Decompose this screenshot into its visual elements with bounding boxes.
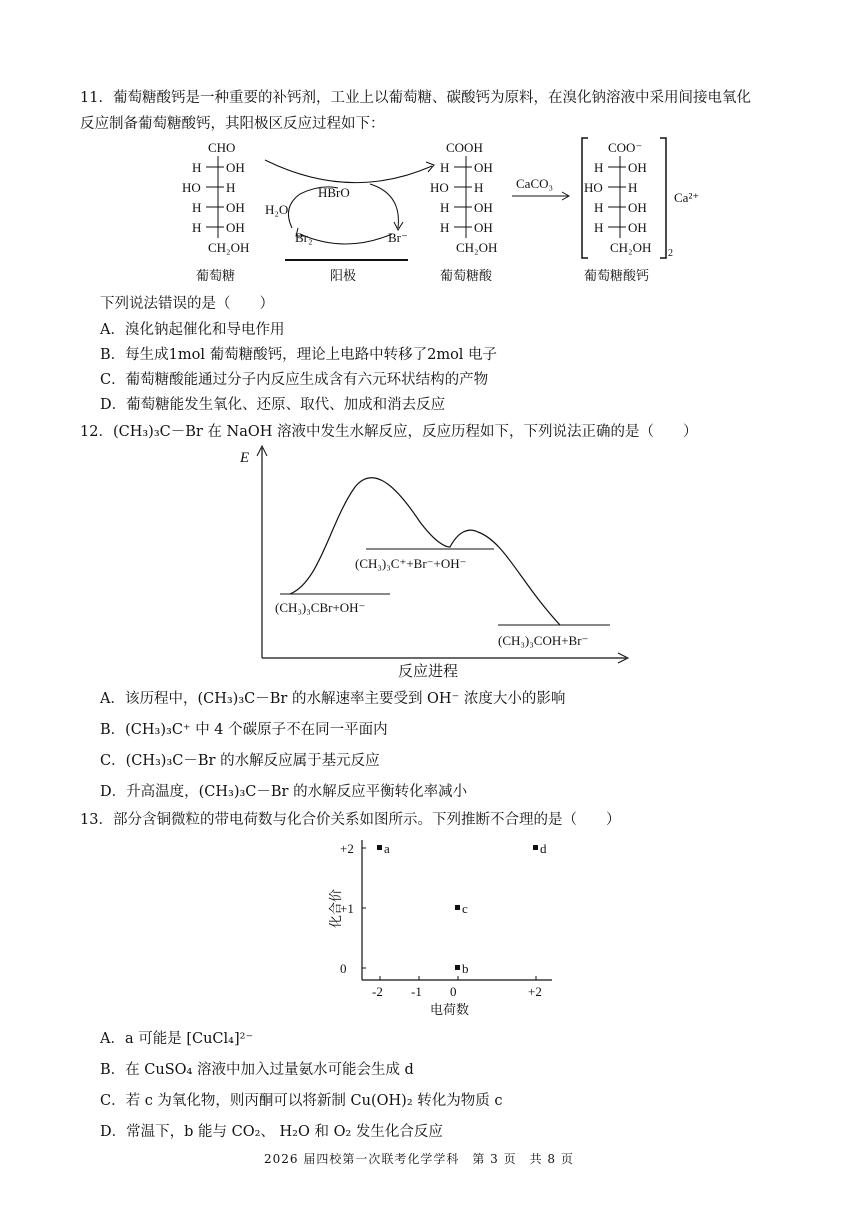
point-label-a: a [384, 841, 390, 856]
svg-text:COO⁻: COO⁻ [608, 140, 643, 155]
svg-text:CH₂OH: CH₂OH [456, 240, 498, 255]
point-label-d: d [540, 841, 547, 856]
point-label-b: b [462, 961, 469, 976]
q13-option-a[interactable]: A．a 可能是 [CuCl₄]²⁻ [100, 1031, 254, 1047]
svg-text:OH: OH [628, 200, 647, 215]
point-b [455, 965, 460, 970]
svg-text:(CH₃)₃COH+Br⁻: (CH₃)₃COH+Br⁻ [498, 633, 589, 648]
q11-option-c[interactable]: C．葡萄糖酸能通过分子内反应生成含有六元环状结构的产物 [100, 372, 489, 388]
q11-reaction-figure [170, 132, 730, 292]
point-label-c: c [462, 901, 468, 916]
point-a [377, 845, 382, 850]
calcium-gluconate-structure [582, 138, 699, 283]
page-footer: 2026 届四校第一次联考化学学科 第 3 页 共 8 页 [264, 1152, 574, 1166]
svg-text:HO: HO [430, 180, 449, 195]
svg-text:HBrO: HBrO [318, 185, 350, 200]
y-axis-title: 化合价 [328, 888, 343, 928]
point-d [533, 845, 538, 850]
reagent-label: CaCO₃ [516, 176, 554, 191]
svg-text:HO: HO [182, 180, 201, 195]
svg-text:H: H [226, 180, 236, 195]
svg-text:H: H [192, 220, 202, 235]
q12-option-b[interactable]: B．(CH₃)₃C⁺ 中 4 个碳原子不在同一平面内 [100, 722, 388, 738]
svg-text:H: H [594, 160, 604, 175]
svg-text:H: H [440, 220, 450, 235]
glucose-top: CHO [208, 140, 236, 155]
q12-option-c[interactable]: C．(CH₃)₃C－Br 的水解反应属于基元反应 [100, 753, 380, 769]
glucose-structure [182, 140, 249, 283]
anode-name: 阳极 [330, 268, 357, 283]
q11-stem-line2: 反应制备葡萄糖酸钙，其阳极区反应过程如下： [80, 116, 385, 132]
q11-option-b[interactable]: B．每生成1mol 葡萄糖酸钙，理论上电路中转移了2mol 电子 [100, 347, 498, 363]
svg-text:H: H [440, 160, 450, 175]
q13-option-d[interactable]: D．常温下，b 能与 CO₂、 H₂O 和 O₂ 发生化合反应 [100, 1124, 443, 1140]
gluconic-acid-structure [430, 140, 497, 283]
svg-text:H: H [594, 200, 604, 215]
y-tick-label: +2 [340, 841, 354, 856]
y-axis-label: E [240, 450, 250, 466]
q12-energy-diagram [230, 442, 640, 682]
svg-text:Ca²⁺: Ca²⁺ [674, 190, 700, 205]
q11-prompt: 下列说法错误的是（ ） [100, 296, 274, 312]
q13-option-b[interactable]: B．在 CuSO₄ 溶液中加入过量氨水可能会生成 d [100, 1062, 414, 1078]
svg-text:H: H [192, 200, 202, 215]
svg-text:OH: OH [226, 160, 245, 175]
svg-text:COOH: COOH [446, 140, 483, 155]
glucose-bottom: CH₂OH [208, 240, 250, 255]
svg-text:HO: HO [584, 180, 603, 195]
q11-option-d[interactable]: D．葡萄糖能发生氧化、还原、取代、加成和消去反应 [100, 397, 446, 413]
x-tick-label: 0 [450, 984, 457, 999]
svg-text:(CH₃)₃CBr+OH⁻: (CH₃)₃CBr+OH⁻ [275, 600, 366, 615]
svg-text:CH₂OH: CH₂OH [610, 240, 652, 255]
x-axis-label: 反应进程 [398, 664, 459, 680]
svg-text:2: 2 [668, 248, 673, 259]
anode-cycle [265, 160, 434, 283]
svg-text:Br⁻: Br⁻ [388, 230, 408, 245]
x-tick-label: -2 [372, 984, 383, 999]
svg-text:(CH₃)₃C⁺+Br⁻+OH⁻: (CH₃)₃C⁺+Br⁻+OH⁻ [355, 556, 467, 571]
y-tick-label: +1 [340, 901, 354, 916]
svg-text:H: H [594, 220, 604, 235]
svg-text:葡萄糖酸钙: 葡萄糖酸钙 [584, 268, 650, 283]
svg-text:H: H [192, 160, 202, 175]
x-tick-label: +2 [528, 984, 542, 999]
y-tick-label: 0 [340, 961, 347, 976]
svg-text:Br₂: Br₂ [295, 230, 313, 245]
q12-option-d[interactable]: D．升高温度，(CH₃)₃C－Br 的水解反应平衡转化率减小 [100, 784, 468, 800]
svg-text:H: H [440, 200, 450, 215]
q12-stem: 12．(CH₃)₃C－Br 在 NaOH 溶液中发生水解反应，反应历程如下，下列说法正确的是（ ） [80, 424, 698, 440]
svg-text:OH: OH [628, 160, 647, 175]
svg-text:OH: OH [226, 220, 245, 235]
q12-option-a[interactable]: A．该历程中，(CH₃)₃C－Br 的水解速率主要受到 OH⁻ 浓度大小的影响 [100, 691, 566, 707]
x-axis-title: 电荷数 [430, 1002, 470, 1017]
q11-stem-line1: 11．葡萄糖酸钙是一种重要的补钙剂，工业上以葡萄糖、碳酸钙为原料，在溴化钠溶液中采用间接电氧化 [80, 90, 751, 106]
svg-text:OH: OH [474, 200, 493, 215]
q13-chart [320, 832, 560, 1022]
svg-text:OH: OH [226, 200, 245, 215]
point-c [455, 905, 460, 910]
svg-text:葡萄糖酸: 葡萄糖酸 [440, 268, 493, 283]
glucose-name: 葡萄糖 [196, 268, 236, 283]
q13-stem: 13．部分含铜微粒的带电荷数与化合价关系如图所示。下列推断不合理的是（ ） [80, 812, 621, 828]
q11-option-a[interactable]: A．溴化钠起催化和导电作用 [100, 322, 285, 338]
svg-text:H: H [474, 180, 484, 195]
x-tick-label: -1 [411, 984, 422, 999]
q13-option-c[interactable]: C．若 c 为氧化物，则丙酮可以将新制 Cu(OH)₂ 转化为物质 c [100, 1093, 503, 1109]
svg-text:H: H [628, 180, 638, 195]
svg-text:OH: OH [628, 220, 647, 235]
svg-text:OH: OH [474, 220, 493, 235]
svg-text:OH: OH [474, 160, 493, 175]
svg-text:H₂O: H₂O [265, 202, 289, 217]
